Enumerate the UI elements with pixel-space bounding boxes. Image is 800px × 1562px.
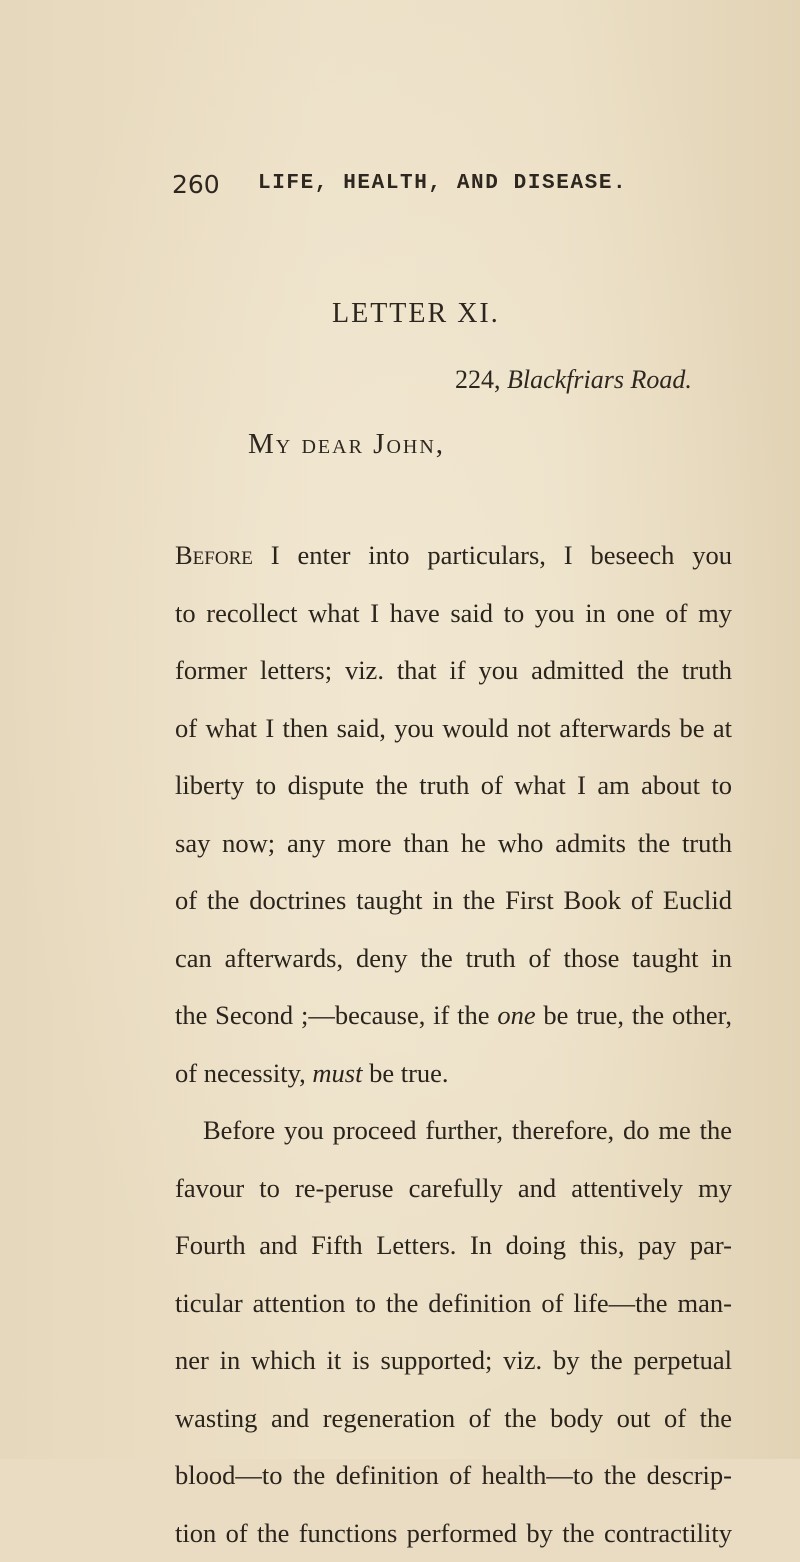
text-run: of necessity, xyxy=(175,1058,312,1088)
emphasis: must xyxy=(312,1058,362,1088)
emphasis: one xyxy=(497,1000,535,1030)
letter-title: LETTER XI. xyxy=(332,298,500,330)
address-street: Blackfriars Road. xyxy=(507,365,692,394)
text-line: to recollect what I have said to you in one of my xyxy=(175,585,732,643)
text-line: say now; any more than he who admits the truth xyxy=(175,815,732,873)
text-line xyxy=(175,987,732,1045)
text-line xyxy=(175,1045,732,1103)
text-line: Fourth and Fifth Letters. In doing this, pay par- xyxy=(175,1217,732,1275)
text-line: of what I then said, you would not afterwards be at xyxy=(175,700,732,758)
text-run: be true, the other, xyxy=(536,1000,732,1030)
text-line: ticular attention to the definition of life—the man- xyxy=(175,1275,732,1333)
text-line: liberty to dispute the truth of what I am about to xyxy=(175,757,732,815)
text-line: tion of the functions performed by the contractility xyxy=(175,1505,732,1562)
text-line xyxy=(175,527,732,585)
drop-word: Before xyxy=(175,540,253,570)
page-header xyxy=(172,170,732,210)
text-line: blood—to the definition of health—to the descrip- xyxy=(175,1447,732,1505)
letter-address xyxy=(455,365,692,395)
text-line: Before you proceed further, therefore, do me the xyxy=(175,1102,732,1160)
text-run: be true. xyxy=(362,1058,448,1088)
text-run: the Second ;—because, if the xyxy=(175,1000,497,1030)
text-line: of the doctrines taught in the First Book of Euclid xyxy=(175,872,732,930)
text-line: favour to re-peruse carefully and attentively my xyxy=(175,1160,732,1218)
text-run: I enter into particulars, I beseech you xyxy=(253,540,732,570)
running-head: LIFE, HEALTH, AND DISEASE. xyxy=(258,172,627,195)
text-line: wasting and regeneration of the body out of the xyxy=(175,1390,732,1448)
letter-body xyxy=(175,527,732,1562)
text-line: can afterwards, deny the truth of those taught in xyxy=(175,930,732,988)
text-line: former letters; viz. that if you admitted the truth xyxy=(175,642,732,700)
page-number: 260 xyxy=(172,170,220,199)
text-line: ner in which it is supported; viz. by the perpetual xyxy=(175,1332,732,1390)
address-number: 224, xyxy=(455,365,501,394)
salutation: My dear John, xyxy=(248,428,445,461)
